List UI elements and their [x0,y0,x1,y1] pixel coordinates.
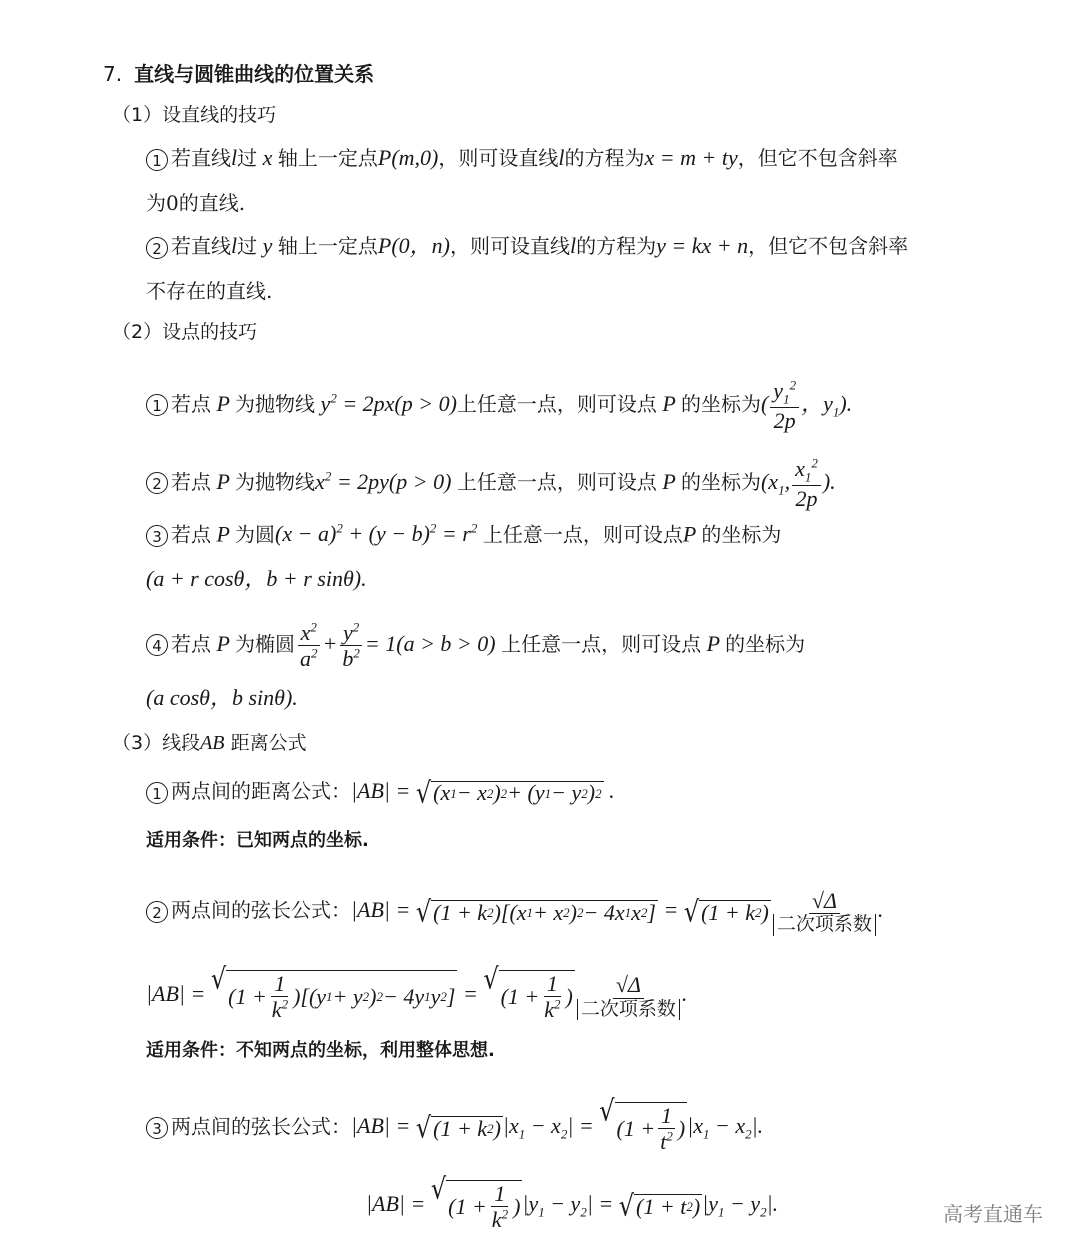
part2-item1: 1 若点 P 为抛物线 $y^2 = 2px(p > 0)$上任意一点，则可设点 P 的坐标为( $\frac{y_1^2}{2p}$ ，$y_1$). [146,378,852,434]
point-formula: P(0，n) [377,233,450,258]
section-title-text: 直线与圆锥曲线的位置关系 [134,62,375,86]
coordinate-formula: ( $\frac{y_1^2}{2p}$ ，$y_1$). [760,377,853,434]
circled-number-1: 1 [146,394,168,416]
circled-number-2: 2 [146,901,168,923]
chord-formula-t-y: |AB| = √ (1 + $\frac{1}{k^2}$ ) $|y_1 - y_2|$ = √ (1 + t 2 ) $|y_1 - y_2|$. [366,1172,779,1233]
section-number: 7. [103,62,123,86]
part2-item3: 3 若点 P 为圆$(x - a)^2 + (y - b)^2 = r^2$ 上任意一点，则可设点P 的坐标为 [146,522,781,547]
condition-2: 适用条件：不知两点的坐标，利用整体思想. [146,1040,495,1061]
part1-item2-cont: 不存在的直线. [146,279,273,303]
part1-heading: （1）设直线的技巧 [112,104,277,126]
circled-number-2: 2 [146,237,168,259]
circled-number-1: 1 [146,782,168,804]
point-formula: P(m,0) [377,145,439,170]
line-equation: y = kx + n [656,233,749,258]
part1-item2: 2 若直线l过 y 轴上一定点P(0，n)，则可设直线l的方程为y = kx + n，但它不包含斜率 [146,235,908,259]
part3-item3-y [366,1172,779,1233]
watermark: 高考直通车 [943,1202,1043,1226]
condition-1: 适用条件：已知两点的坐标. [146,830,369,851]
line-equation: x = m + ty [644,145,738,170]
circled-number-3: 3 [146,1117,168,1139]
part2-item2: 2 若点 P 为抛物线$x^2 = 2py(p > 0)$ 上任意一点，则可设点 P 的坐标为($x_1$, $\frac{x_1^2}{2p}$ ). [146,456,836,512]
part2-item3-coord: (a + r cosθ，b + r sinθ). [146,566,367,591]
circled-number-4: 4 [146,634,168,656]
circled-number-1: 1 [146,149,168,171]
part2-heading: （2）设点的技巧 [112,321,258,343]
chord-formula-x: |AB| = √ (1 + k 2 )[(x 1 + x 2 ) 2 − 4x 1 x 2 ] = √ (1 + k 2 ) $\frac{√\Delta}{\text{二次项系数}}$ . [351,888,884,936]
part3-item3: 3 两点间的弦长公式：|AB| = √ (1 + k 2 ) $|x_1 - x_2|$ = √ (1 + $\frac{1}{t^2}$ ) $|x_1 - x_2|$. [146,1102,763,1155]
part2-item4: 4 若点 P 为椭圆 $\frac{x^2}{a^2}$ + $\frac{y^2}{b^2}$ = 1(a > b > 0) 上任意一点，则可设点 P 的坐标为 [146,620,805,672]
part3-item2-y [146,962,688,1023]
part3-item1: 1 两点间的距离公式：|AB| = √ (x 1 − x 2 ) 2 + (y 1 − y 2 ) 2 . [146,780,615,805]
circled-number-3: 3 [146,525,168,547]
part3-heading: （3）线段AB 距离公式 [112,732,307,754]
distance-formula: |AB| = √ (x 1 − x 2 ) 2 + (y 1 − y 2 ) 2 . [351,776,615,810]
part1-item1: 1 若直线l过 x 轴上一定点P(m,0)，则可设直线l的方程为x = m + ty，但它不包含斜率 [146,147,898,171]
chord-formula-t-x: |AB| = √ (1 + k 2 ) $|x_1 - x_2|$ = √ (1 + $\frac{1}{t^2}$ ) $|x_1 - x_2|$. [351,1094,764,1155]
part2-item4-coord: (a cosθ，b sinθ). [146,685,298,710]
chord-formula-y: |AB| = √ (1 + $\frac{1}{k^2}$ )[(y 1 + y 2 ) 2 − 4y 1 y 2 ] = √ (1 + $\frac{1}{k^2}$ ) $\frac{√\Delta}{\text{二次项系数}}$ . [146,962,688,1023]
part1-item1-cont: 为0的直线. [146,191,246,215]
coordinate-formula: ($x_1$, $\frac{x_1^2}{2p}$ ). [760,455,836,512]
section-title [103,64,374,84]
circled-number-2: 2 [146,472,168,494]
part3-item2: 2 两点间的弦长公式：|AB| = √ (1 + k 2 )[(x 1 + x 2 ) 2 − 4x 1 x 2 ] = √ (1 + k 2 ) $\frac{√\Delta}{\text{二次项系数}}$ . [146,888,883,936]
